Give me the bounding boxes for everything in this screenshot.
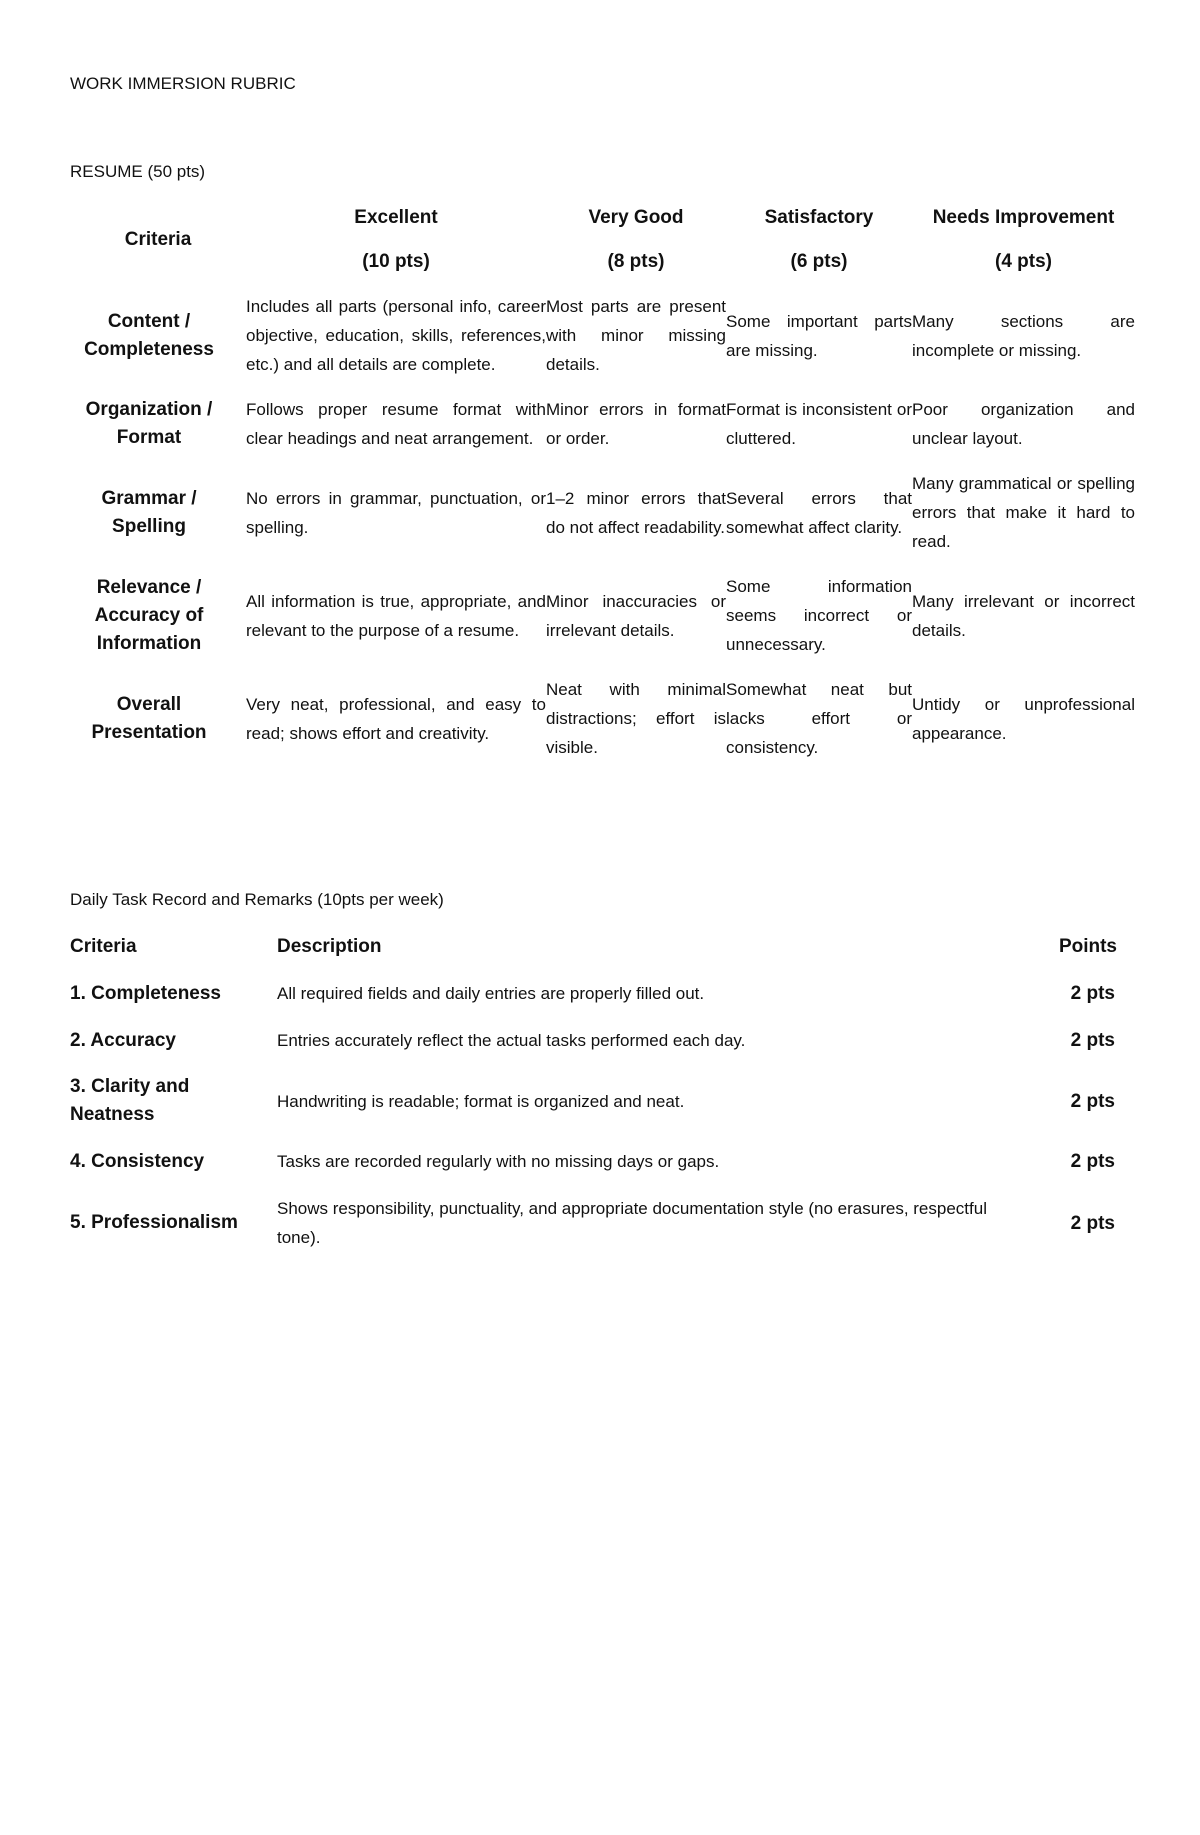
row-description: Entries accurately reflect the actual tasks performed each day. xyxy=(277,1031,746,1050)
level-points: (6 pts) xyxy=(790,251,848,272)
level-points: (4 pts) xyxy=(995,251,1052,272)
daily-row-accuracy xyxy=(70,1017,1135,1064)
row-criterion: Grammar / Spelling xyxy=(101,487,197,537)
row-criterion: Relevance / Accuracy of Information xyxy=(94,576,204,654)
row-points: 2 pts xyxy=(1070,1030,1115,1051)
cell-satisfactory: Somewhat neat but lacks effort or consistency. xyxy=(726,680,912,757)
row-description: Handwriting is readable; format is organized and neat. xyxy=(277,1091,685,1111)
row-description: Shows responsibility, punctuality, and appropriate documentation style (no erasures, respectful tone). xyxy=(277,1199,987,1247)
resume-header-needs-improvement xyxy=(912,196,1135,284)
cell-satisfactory: Format is inconsistent or cluttered. xyxy=(726,400,912,448)
row-criterion: 2. Accuracy xyxy=(70,1029,176,1051)
daily-row-clarity xyxy=(70,1064,1135,1138)
resume-header-satisfactory xyxy=(726,196,912,284)
level-name: Satisfactory xyxy=(764,207,874,228)
row-points: 2 pts xyxy=(1070,1090,1115,1112)
cell-excellent: Very neat, professional, and easy to read; shows effort and creativity. xyxy=(246,694,546,743)
row-description: All required fields and daily entries are properly filled out. xyxy=(277,984,705,1003)
row-description: Tasks are recorded regularly with no missing days or gaps. xyxy=(277,1152,720,1171)
daily-header-criteria: Criteria xyxy=(70,936,137,957)
cell-very-good: Most parts are present with minor missing details. xyxy=(546,297,726,374)
daily-task-rubric-table xyxy=(70,924,1135,1261)
level-name: Very Good xyxy=(588,207,684,228)
cell-needs-improvement: Many grammatical or spelling errors that make it hard to read. xyxy=(912,474,1135,551)
cell-excellent: No errors in grammar, punctuation, or spelling. xyxy=(246,488,546,537)
level-name: Excellent xyxy=(354,207,438,228)
row-points: 2 pts xyxy=(1070,983,1115,1004)
cell-satisfactory: Some important parts are missing. xyxy=(726,311,912,360)
cell-satisfactory: Several errors that somewhat affect clarity. xyxy=(726,488,912,537)
cell-needs-improvement: Many sections are incomplete or missing. xyxy=(912,311,1135,360)
resume-header-criteria: Criteria xyxy=(124,229,192,250)
level-points: (8 pts) xyxy=(607,251,665,272)
daily-row-consistency xyxy=(70,1138,1135,1185)
daily-row-professionalism xyxy=(70,1185,1135,1261)
daily-header-description: Description xyxy=(277,936,382,957)
cell-excellent: All information is true, appropriate, and relevant to the purpose of a resume. xyxy=(246,591,546,640)
cell-very-good: Neat with minimal distractions; effort is visible. xyxy=(546,680,726,757)
level-name: Needs Improvement xyxy=(932,207,1115,228)
resume-row-presentation xyxy=(70,667,1135,770)
resume-section-title: RESUME (50 pts) xyxy=(70,162,206,181)
cell-satisfactory: Some information seems incorrect or unnecessary. xyxy=(726,577,912,654)
row-points: 2 pts xyxy=(1070,1212,1115,1234)
row-criterion: 3. Clarity and Neatness xyxy=(70,1076,190,1125)
resume-header-excellent xyxy=(246,196,546,284)
row-criterion: 4. Consistency xyxy=(70,1150,205,1172)
document-title: WORK IMMERSION RUBRIC xyxy=(70,74,296,93)
resume-header-very-good xyxy=(546,196,726,284)
row-criterion: Organization / Format xyxy=(85,399,213,448)
resume-row-grammar xyxy=(70,461,1135,564)
cell-needs-improvement: Many irrelevant or incorrect details. xyxy=(912,591,1135,640)
row-criterion: 5. Professionalism xyxy=(70,1212,238,1233)
daily-header-row xyxy=(70,924,1135,970)
row-criterion: Content / Completeness xyxy=(84,310,214,360)
row-criterion: Overall Presentation xyxy=(91,693,207,743)
daily-row-completeness xyxy=(70,970,1135,1017)
daily-header-points: Points xyxy=(1058,936,1117,957)
cell-excellent: Includes all parts (personal info, career objective, education, skills, references, etc.) and all details are complete. xyxy=(246,297,546,374)
cell-very-good: 1–2 minor errors that do not affect readability. xyxy=(546,488,726,537)
resume-rubric-table xyxy=(70,196,1135,770)
resume-row-organization xyxy=(70,387,1135,461)
cell-needs-improvement: Untidy or unprofessional appearance. xyxy=(912,694,1135,743)
daily-section-title: Daily Task Record and Remarks (10pts per week) xyxy=(70,890,444,909)
resume-row-relevance xyxy=(70,564,1135,667)
row-criterion: 1. Completeness xyxy=(70,982,221,1004)
level-points: (10 pts) xyxy=(362,251,430,272)
resume-header-row xyxy=(70,196,1135,284)
cell-very-good: Minor errors in format or order. xyxy=(546,400,726,448)
resume-row-content xyxy=(70,284,1135,387)
cell-very-good: Minor inaccuracies or irrelevant details. xyxy=(546,591,726,640)
cell-needs-improvement: Poor organization and unclear layout. xyxy=(912,400,1135,448)
row-points: 2 pts xyxy=(1070,1151,1115,1172)
cell-excellent: Follows proper resume format with clear headings and neat arrangement. xyxy=(246,400,546,448)
